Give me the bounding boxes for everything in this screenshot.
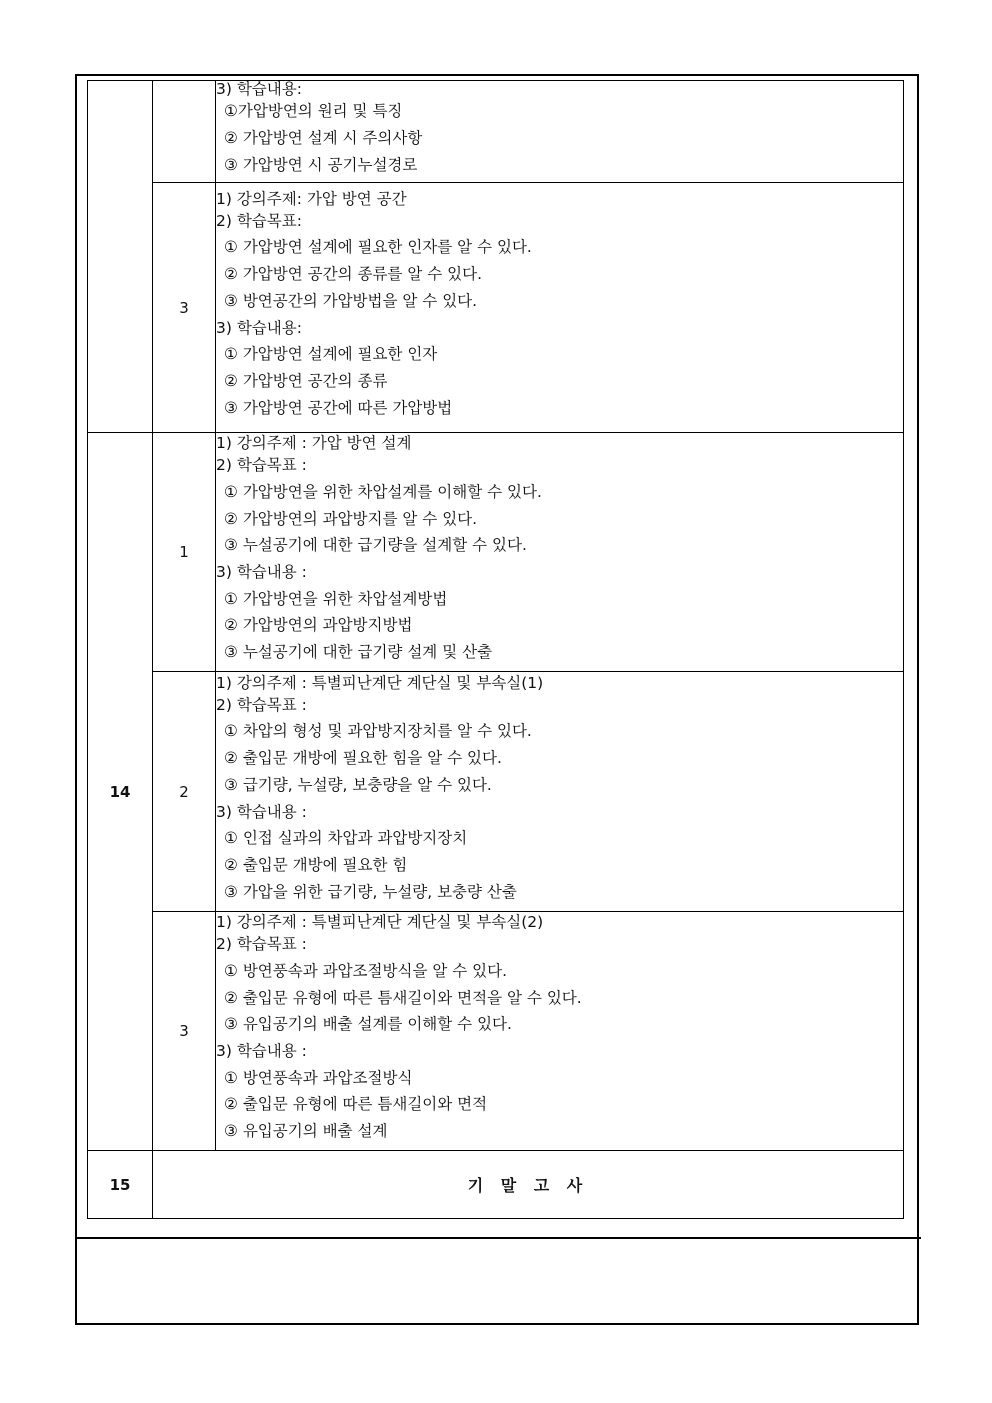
content-line: 1) 강의주제: 가압 방연 공간: [216, 189, 407, 208]
content-line: ③ 가압을 위한 급기량, 누설량, 보충량 산출: [224, 882, 517, 901]
content-line: ② 가압방연의 과압방지방법: [224, 616, 413, 635]
content-line: ② 가압방연 공간의 종류를 알 수 있다.: [224, 265, 483, 284]
content-line: ② 출입문 개방에 필요한 힘을 알 수 있다.: [224, 749, 502, 768]
session-cell: 1: [153, 433, 216, 672]
content-cell: [216, 433, 904, 672]
content-line: 2) 학습목표 :: [216, 456, 307, 475]
content-line: 3) 학습내용:: [216, 80, 302, 99]
content-line: 2) 학습목표:: [216, 211, 302, 230]
content-line: ① 인접 실과의 차압과 과압방지장치: [224, 829, 468, 848]
content-line: 2) 학습목표 :: [216, 695, 307, 714]
content-cell: [216, 81, 904, 183]
content-line: 3) 학습내용 :: [216, 563, 307, 581]
content-line: ③ 누설공기에 대한 급기량 설계 및 산출: [224, 643, 493, 662]
content-line: 1) 강의주제 : 특별피난계단 계단실 및 부속실(1): [216, 673, 544, 692]
table-row: [88, 81, 904, 183]
table-row: [88, 672, 904, 912]
content-line: ① 방연풍속과 과압조절방식: [224, 1068, 413, 1087]
session-cell: 3: [153, 912, 216, 1151]
content-line: ③ 방연공간의 가압방법을 알 수 있다.: [224, 291, 478, 310]
content-line: ① 가압방연을 위한 차압설계방법: [224, 589, 448, 608]
syllabus-table: [87, 80, 904, 1219]
content-line: 3) 학습내용:: [216, 318, 302, 337]
content-line: ② 가압방연 설계 시 주의사항: [224, 129, 423, 148]
table-row: [88, 912, 904, 1151]
week-cell: 14: [88, 433, 153, 1151]
content-line: ③ 가압방연 시 공기누설경로: [224, 155, 418, 174]
week-cell: 15: [88, 1151, 153, 1219]
content-line: ② 출입문 유형에 따른 틈새길이와 면적: [224, 1095, 488, 1114]
content-cell: [216, 912, 904, 1151]
session-cell: 3: [153, 183, 216, 433]
content-line: ① 가압방연을 위한 차압설계를 이해할 수 있다.: [224, 482, 542, 501]
content-line: ③ 누설공기에 대한 급기량을 설계할 수 있다.: [224, 536, 527, 555]
table-row: [88, 183, 904, 433]
content-line: ③ 급기량, 누설량, 보충량을 알 수 있다.: [224, 775, 492, 794]
content-line: ③ 유입공기의 배출 설계를 이해할 수 있다.: [224, 1015, 512, 1034]
session-cell: [153, 81, 216, 183]
content-line: ② 가압방연의 과압방지를 알 수 있다.: [224, 509, 478, 528]
content-line: 1) 강의주제 : 특별피난계단 계단실 및 부속실(2): [216, 913, 544, 932]
content-line: 1) 강의주제 : 가압 방연 설계: [216, 434, 412, 453]
content-cell: [216, 672, 904, 912]
footer-divider: [75, 1237, 921, 1239]
table-row: [88, 1151, 904, 1219]
content-line: ③ 유입공기의 배출 설계: [224, 1122, 388, 1141]
content-cell: [216, 183, 904, 433]
content-line: ①가압방연의 원리 및 특징: [224, 102, 403, 121]
exam-cell: 기 말 고 사: [153, 1151, 904, 1219]
content-line: ② 출입문 유형에 따른 틈새길이와 면적을 알 수 있다.: [224, 988, 582, 1007]
content-line: ② 출입문 개방에 필요한 힘: [224, 855, 408, 874]
content-line: ② 가압방연 공간의 종류: [224, 371, 388, 390]
content-line: ③ 가압방연 공간에 따른 가압방법: [224, 398, 453, 417]
content-line: ① 가압방연 설계에 필요한 인자를 알 수 있다.: [224, 238, 532, 257]
session-cell: 2: [153, 672, 216, 912]
content-line: 3) 학습내용 :: [216, 1042, 307, 1060]
week-cell: [88, 81, 153, 433]
content-line: ① 방연풍속과 과압조절방식을 알 수 있다.: [224, 961, 508, 980]
content-line: ① 가압방연 설계에 필요한 인자: [224, 345, 438, 364]
content-line: 2) 학습목표 :: [216, 935, 307, 954]
content-line: 3) 학습내용 :: [216, 802, 307, 821]
content-line: ① 차압의 형성 및 과압방지장치를 알 수 있다.: [224, 722, 532, 741]
table-row: [88, 433, 904, 672]
